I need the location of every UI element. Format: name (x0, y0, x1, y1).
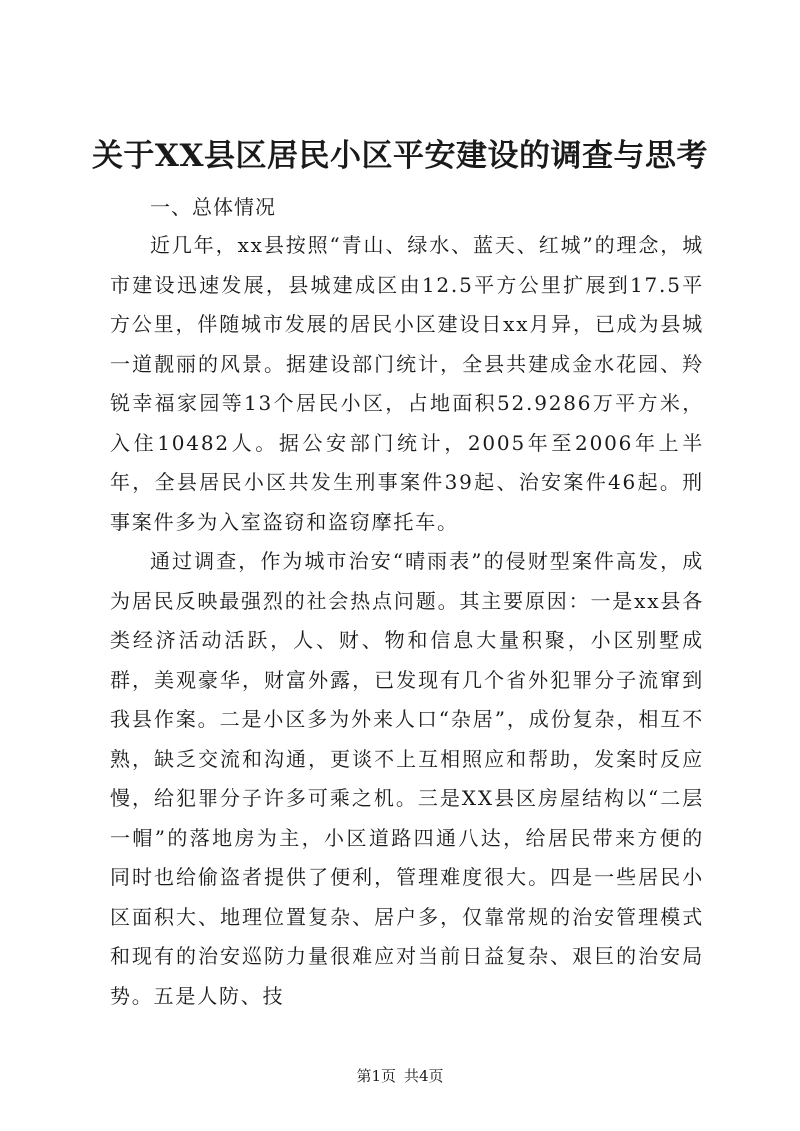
paragraph-1: 近几年，xx县按照“青山、绿水、蓝天、红城”的理念，城市建设迅速发展，县城建成区由12.5平方公里扩展到17.5平方公里，伴随城市发展的居民小区建设日xx月异，已成为县城一道靓丽的风景。据建设部门统计，全县共建成金水花园、羚锐幸福家园等13个居民小区，占地面积52.9286万平方米，入住10482人。据公安部门统计，2005年至2006年上半年，全县居民小区共发生刑事案件39起、治安案件46起。刑事案件多为入室盗窃和盗窃摩托车。 (110, 233, 704, 534)
section-heading: 一、总体情况 (150, 195, 276, 219)
document-title: 关于XX县区居民小区平安建设的调查与思考 (91, 138, 709, 174)
page-footer (0, 1066, 800, 1086)
paragraph-2: 通过调查，作为城市治安“晴雨表”的侵财型案件高发，成为居民反映最强烈的社会热点问题。其主要原因：一是xx县各类经济活动活跃，人、财、物和信息大量积聚，小区别墅成群，美观豪华，财富外露，已发现有几个省外犯罪分子流窜到我县作案。二是小区多为外来人口“杂居”，成份复杂，相互不熟，缺乏交流和沟通，更谈不上互相照应和帮助，发案时反应慢，给犯罪分子许多可乘之机。三是XX县区房屋结构以“二层一帽”的落地房为主，小区道路四通八达，给居民带来方便的同时也给偷盗者提供了便利，管理难度很大。四是一些居民小区面积大、地理位置复杂、居户多，仅靠常规的治安管理模式和现有的治安巡防力量很难应对当前日益复杂、艰巨的治安局势。五是人防、技 (110, 549, 704, 1008)
page-number: 第1页 (356, 1067, 396, 1085)
page-total: 共4页 (404, 1067, 444, 1085)
document-body (110, 188, 704, 1016)
